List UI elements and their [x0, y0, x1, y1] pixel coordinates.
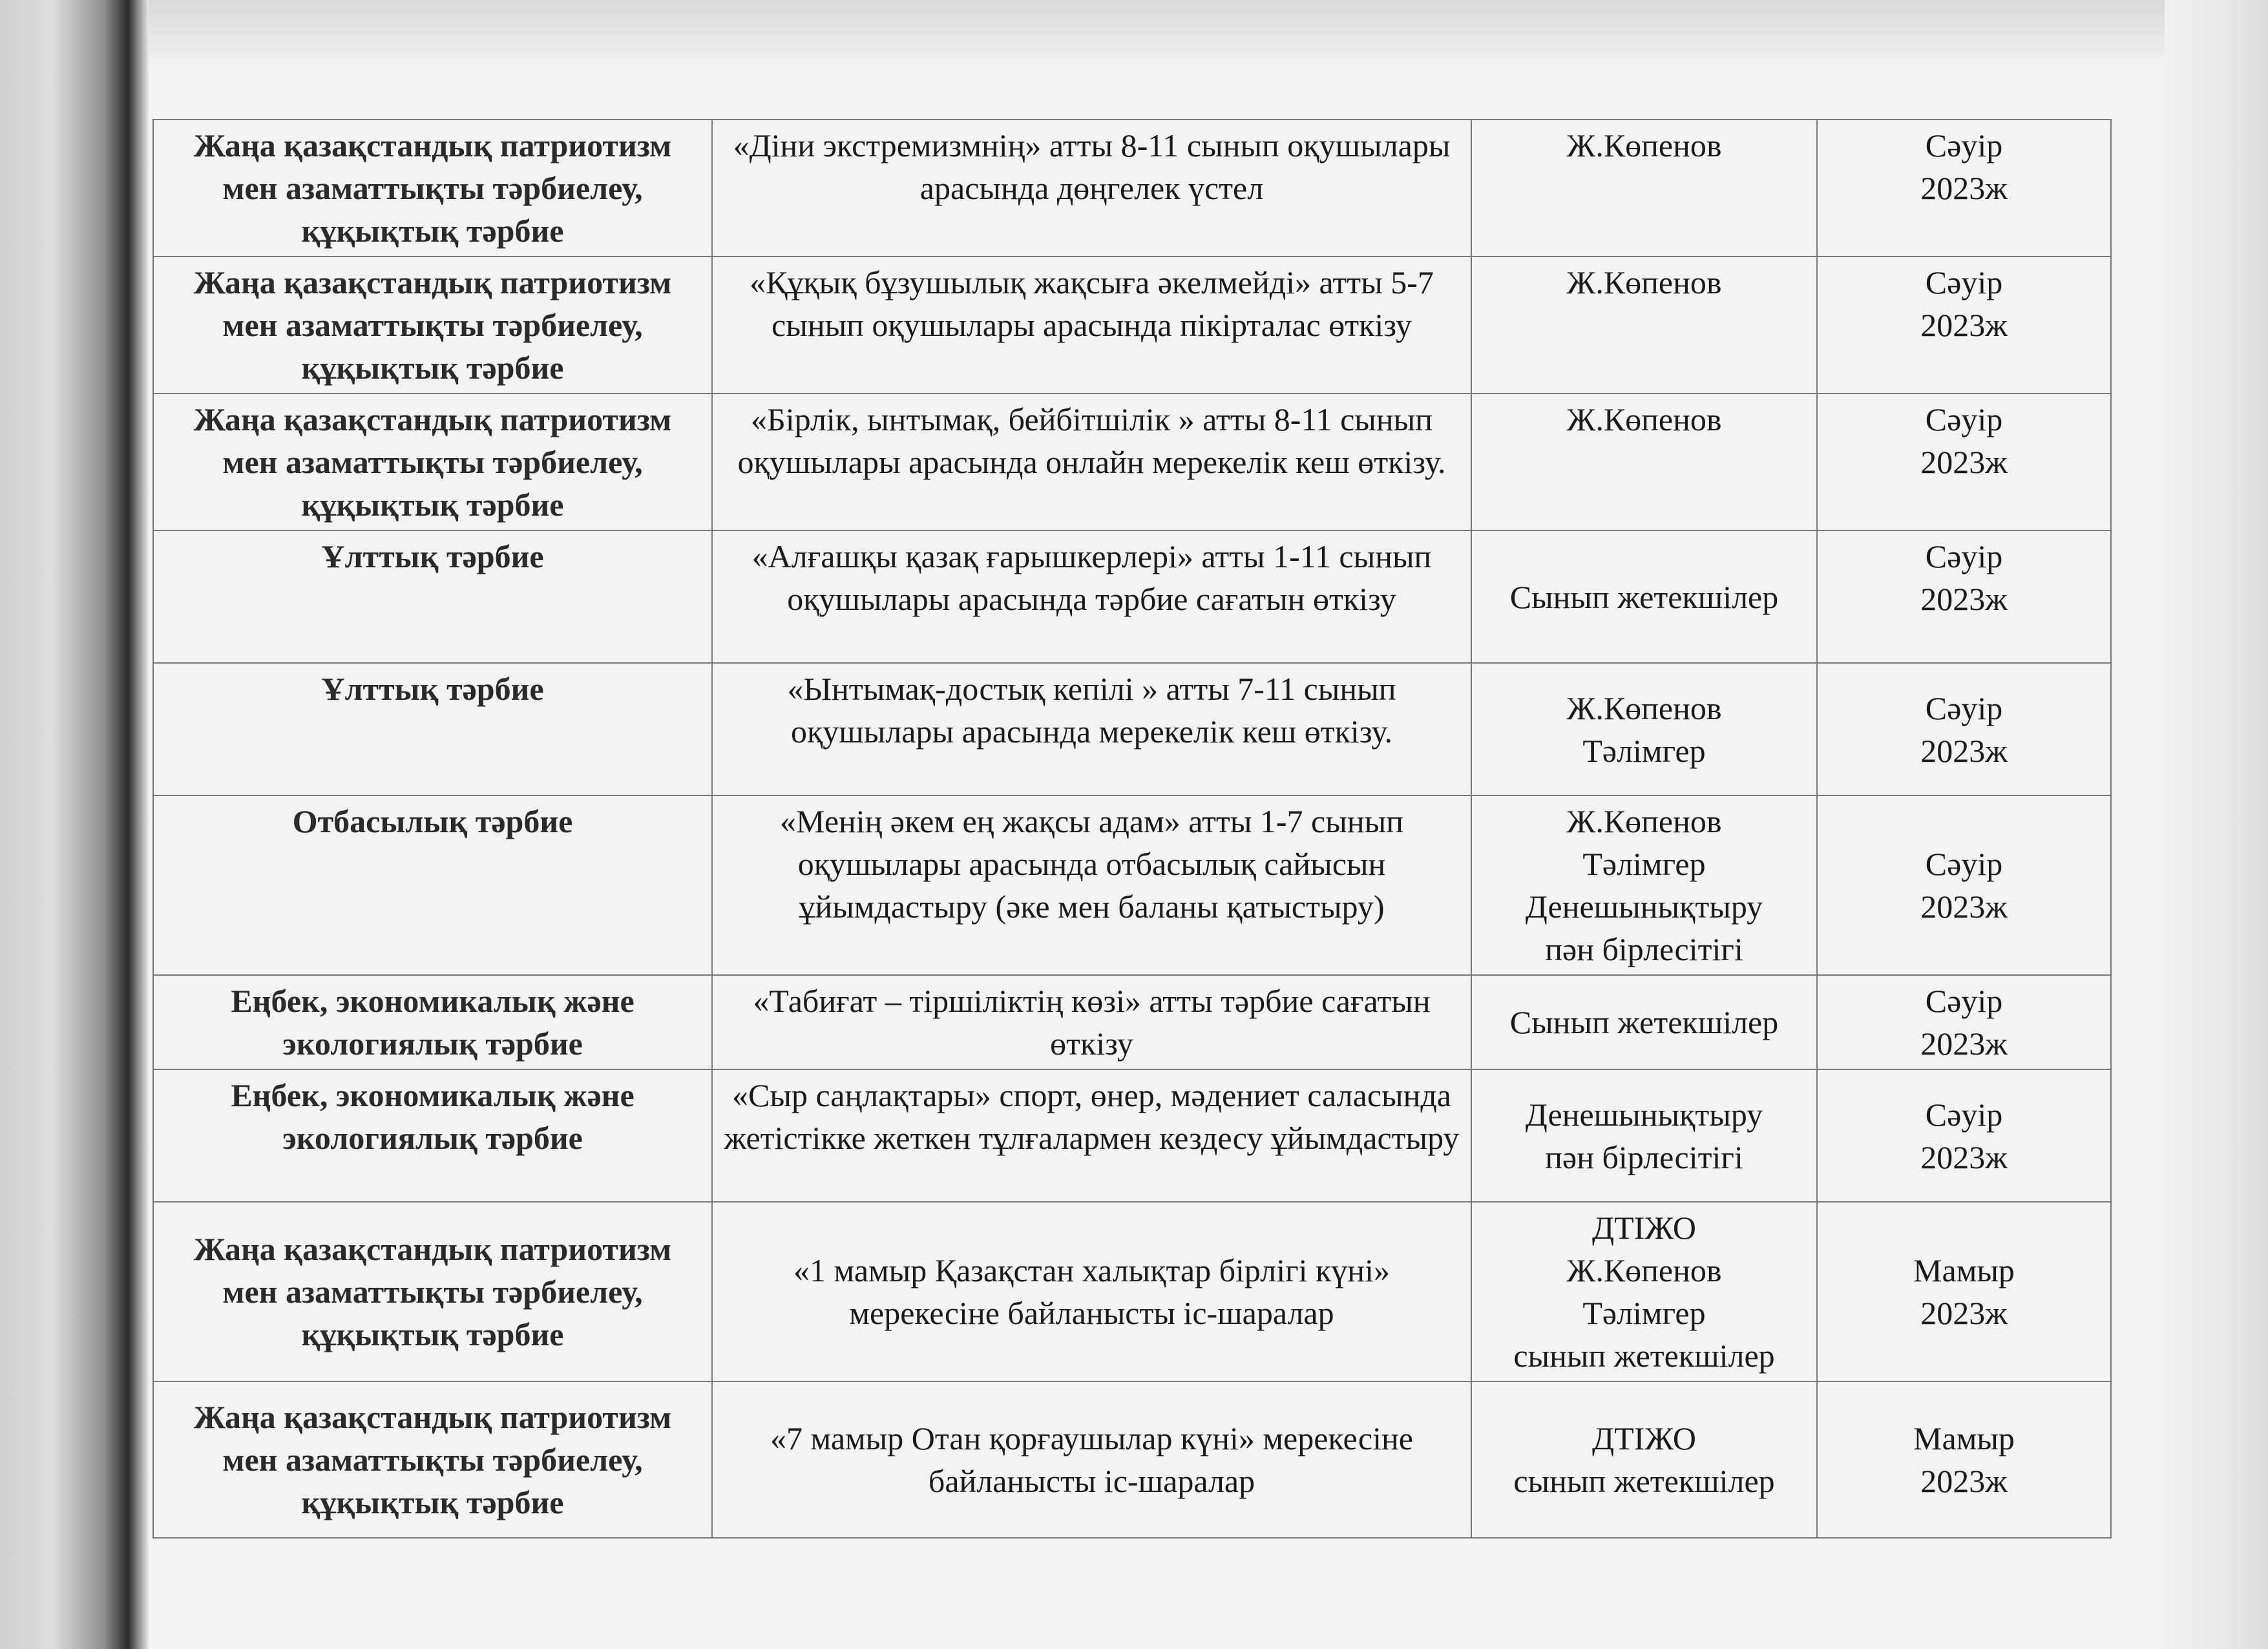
responsible-cell: Ж.Көпенов: [1471, 120, 1817, 257]
event-cell: «Діни экстремизмнің» атты 8-11 сынып оқушылары арасында дөңгелек үстел: [712, 120, 1471, 257]
table-row: [153, 257, 2111, 394]
deadline-cell: Сәуір 2023ж: [1817, 975, 2111, 1069]
scan-binding-shadow: [0, 0, 149, 1649]
event-cell: «Құқық бұзушылық жақсыға әкелмейді» атты 5-7 сынып оқушылары арасында пікірталас өткізу: [712, 257, 1471, 394]
deadline-cell: Сәуір 2023ж: [1817, 120, 2111, 257]
direction-cell: Отбасылық тәрбие: [153, 795, 712, 975]
responsible-cell: Сынып жетекшілер: [1471, 530, 1817, 663]
event-plan-table: [152, 119, 2112, 1539]
responsible-cell: Сынып жетекшілер: [1471, 975, 1817, 1069]
deadline-cell: Сәуір 2023ж: [1817, 257, 2111, 394]
table-row: [153, 120, 2111, 257]
deadline-cell: Сәуір 2023ж: [1817, 1069, 2111, 1202]
deadline-cell: Мамыр 2023ж: [1817, 1381, 2111, 1538]
deadline-cell: Сәуір 2023ж: [1817, 530, 2111, 663]
event-cell: «7 мамыр Отан қорғаушылар күні» мерекесіне байланысты іс-шаралар: [712, 1381, 1471, 1538]
direction-cell: Жаңа қазақстандық патриотизм мен азаматтықты тәрбиелеу, құқықтық тәрбие: [153, 394, 712, 530]
scan-right-edge: [2165, 0, 2268, 1649]
deadline-cell: Сәуір 2023ж: [1817, 795, 2111, 975]
direction-cell: Жаңа қазақстандық патриотизм мен азаматтықты тәрбиелеу, құқықтық тәрбие: [153, 257, 712, 394]
responsible-cell: Ж.Көпенов Тәлімгер: [1471, 663, 1817, 795]
event-cell: «1 мамыр Қазақстан халықтар бірлігі күні» мерекесіне байланысты іс-шаралар: [712, 1202, 1471, 1381]
direction-cell: Ұлттық тәрбие: [153, 663, 712, 795]
table-row: [153, 1202, 2111, 1381]
responsible-cell: Денешынықтыру пән бірлесітігі: [1471, 1069, 1817, 1202]
event-cell: «Ынтымақ-достық кепілі » атты 7-11 сынып оқушылары арасында мерекелік кеш өткізу.: [712, 663, 1471, 795]
responsible-cell: ДТІЖО сынып жетекшілер: [1471, 1381, 1817, 1538]
responsible-cell: Ж.Көпенов Тәлімгер Денешынықтыру пән бірлесітігі: [1471, 795, 1817, 975]
deadline-cell: Мамыр 2023ж: [1817, 1202, 2111, 1381]
table-row: [153, 663, 2111, 795]
event-cell: «Алғашқы қазақ ғарышкерлері» атты 1-11 сынып оқушылары арасында тәрбие сағатын өткізу: [712, 530, 1471, 663]
scan-top-shadow: [0, 0, 2268, 65]
table-row: [153, 1381, 2111, 1538]
responsible-cell: ДТІЖО Ж.Көпенов Тәлімгер сынып жетекшілер: [1471, 1202, 1817, 1381]
table-row: [153, 530, 2111, 663]
direction-cell: Жаңа қазақстандық патриотизм мен азаматтықты тәрбиелеу, құқықтық тәрбие: [153, 1381, 712, 1538]
deadline-cell: Сәуір 2023ж: [1817, 394, 2111, 530]
document-page: [149, 65, 2165, 1649]
direction-cell: Жаңа қазақстандық патриотизм мен азаматтықты тәрбиелеу, құқықтық тәрбие: [153, 120, 712, 257]
event-cell: «Менің әкем ең жақсы адам» атты 1-7 сынып оқушылары арасында отбасылық сайысын ұйымдастыру (әке мен баланы қатыстыру): [712, 795, 1471, 975]
responsible-cell: Ж.Көпенов: [1471, 394, 1817, 530]
direction-cell: Жаңа қазақстандық патриотизм мен азаматтықты тәрбиелеу, құқықтық тәрбие: [153, 1202, 712, 1381]
deadline-cell: Сәуір 2023ж: [1817, 663, 2111, 795]
event-cell: «Бірлік, ынтымақ, бейбітшілік » атты 8-11 сынып оқушылары арасында онлайн мерекелік кеш өткізу.: [712, 394, 1471, 530]
direction-cell: Ұлттық тәрбие: [153, 530, 712, 663]
direction-cell: Еңбек, экономикалық және экологиялық тәрбие: [153, 975, 712, 1069]
table-row: [153, 1069, 2111, 1202]
event-cell: «Сыр саңлақтары» спорт, өнер, мәдениет саласында жетістікке жеткен тұлғалармен кездесу ұйымдастыру: [712, 1069, 1471, 1202]
direction-cell: Еңбек, экономикалық және экологиялық тәрбие: [153, 1069, 712, 1202]
event-cell: «Табиғат – тіршіліктің көзі» атты тәрбие сағатын өткізу: [712, 975, 1471, 1069]
responsible-cell: Ж.Көпенов: [1471, 257, 1817, 394]
table-row: [153, 975, 2111, 1069]
table-row: [153, 795, 2111, 975]
table-row: [153, 394, 2111, 530]
